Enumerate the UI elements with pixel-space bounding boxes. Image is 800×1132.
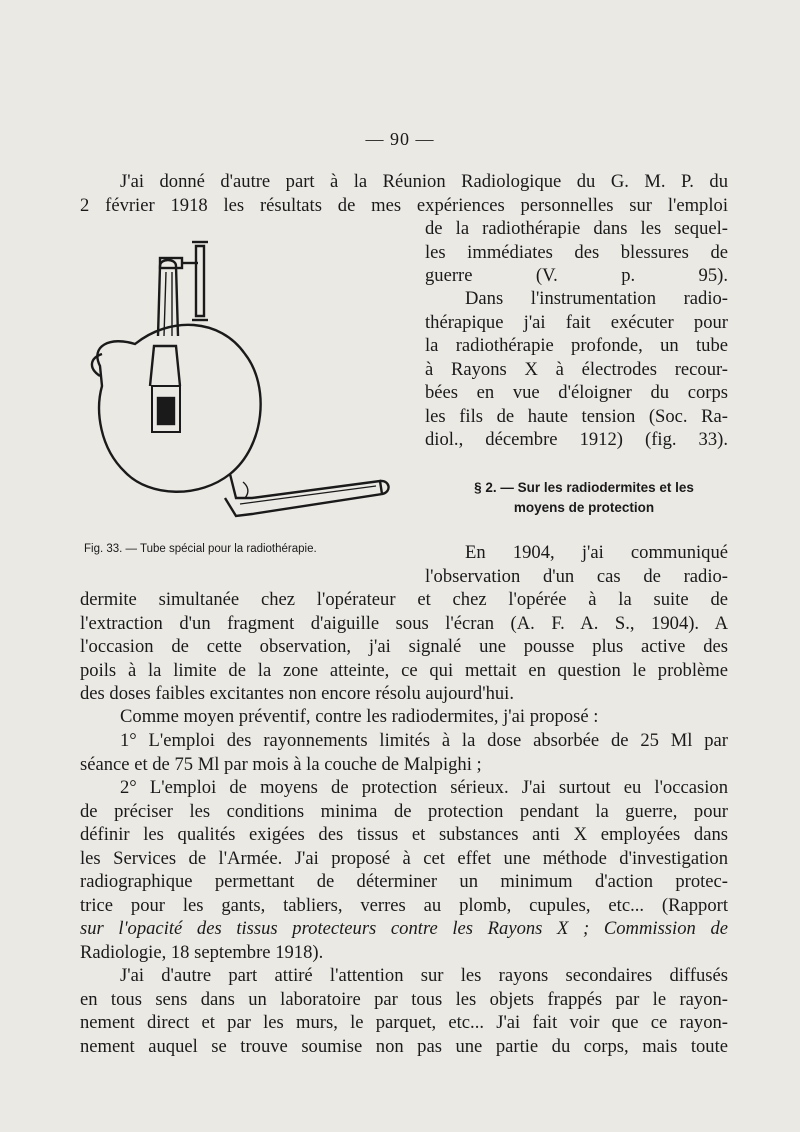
text-line: séance et de 75 Ml par mois à la couche de Malpighi ; — [80, 753, 482, 775]
paragraph-intro — [80, 170, 728, 217]
text-line: nement direct et par les murs, le parquet, etc... J'ai fait voir que ce rayon- — [80, 1012, 728, 1033]
paragraph-secondary-rays — [80, 964, 728, 1058]
text-line: Comme moyen préventif, contre les radiodermites, j'ai proposé : — [120, 706, 599, 727]
text-line: bées en vue d'éloigner du corps — [425, 382, 728, 403]
text-line: de la radiothérapie dans les sequel- — [425, 218, 728, 239]
section-heading-line: § 2. — Sur les radiodermites et les — [474, 480, 694, 495]
text-line: à Rayons X à électrodes recour- — [425, 358, 728, 380]
text-line: définir les qualités exigées des tissus et substances anti X employées dans — [80, 824, 728, 845]
text-line: les immédiates des blessures de — [425, 241, 728, 263]
figure-caption: Fig. 33. — Tube spécial pour la radiothérapie. — [84, 543, 317, 555]
text-line: poils à la limite de la zone atteinte, ce qui mettait en question le problème — [80, 659, 728, 681]
text-line: des doses faibles excitantes non encore résolu aujourd'hui. — [80, 683, 514, 704]
section-heading-line: moyens de protection — [513, 500, 655, 515]
text-line: sur l'opacité des tissus protecteurs contre les Rayons X ; Commission de — [80, 918, 728, 939]
text-line: thérapique j'ai fait exécuter pour — [425, 311, 728, 333]
text-line: 2 février 1918 les résultats de mes expériences personnelles sur l'emploi — [80, 194, 728, 216]
text-line: diol., décembre 1912) (fig. 33). — [425, 429, 728, 450]
text-line: 1° L'emploi des rayonnements limités à la dose absorbée de 25 Ml par — [120, 730, 728, 751]
text-line: l'occasion de cette observation, j'ai signalé une pousse plus active des — [80, 636, 728, 657]
paragraph-prevention — [80, 705, 728, 729]
text-line: les Services de l'Armée. J'ai proposé à cet effet une méthode d'investigation — [80, 847, 728, 869]
text-line: En 1904, j'ai communiqué — [465, 542, 728, 563]
xray-tube-figure — [80, 236, 400, 536]
text-line: radiographique permettant de déterminer un minimum d'action protec- — [80, 871, 728, 892]
paragraph-observation-wrap — [425, 541, 728, 588]
paragraph-instrumentation — [425, 287, 728, 452]
text-line: guerre (V. p. 95). — [425, 265, 728, 286]
paragraph-observation — [80, 588, 728, 706]
text-line: l'extraction d'un fragment d'aiguille sous l'écran (A. F. A. S., 1904). A — [80, 612, 728, 634]
paragraph-intro-wrap — [425, 217, 728, 288]
text-line: dermite simultanée chez l'opérateur et chez l'opérée à la suite de — [80, 589, 728, 610]
text-line: Radiologie, 18 septembre 1918). — [80, 941, 324, 963]
text-line: trice pour les gants, tabliers, verres au plomb, cupules, etc... (Rapport — [80, 894, 728, 916]
text-line: les fils de haute tension (Soc. Ra- — [425, 405, 728, 427]
text-line: J'ai donné d'autre part à la Réunion Radiologique du G. M. P. du — [120, 171, 728, 192]
page-number: — 90 — — [365, 129, 435, 149]
text-line: l'observation d'un cas de radio- — [425, 565, 728, 587]
text-line: en tous sens dans un laboratoire par tous les objets frappés par le rayon- — [80, 988, 728, 1010]
paragraph-point-1 — [80, 729, 728, 776]
text-line: de préciser les conditions minima de protection pendant la guerre, pour — [80, 800, 728, 822]
text-line: nement auquel se trouve soumise non pas une partie du corps, mais toute — [80, 1035, 728, 1057]
text-line: 2° L'emploi de moyens de protection sérieux. J'ai surtout eu l'occasion — [120, 777, 728, 798]
section-heading — [440, 478, 728, 518]
text-line: la radiothérapie profonde, un tube — [425, 335, 728, 356]
paragraph-point-2 — [80, 776, 728, 964]
text-line: J'ai d'autre part attiré l'attention sur les rayons secondaires diffusés — [120, 965, 728, 986]
text-line: Dans l'instrumentation radio- — [465, 288, 728, 309]
